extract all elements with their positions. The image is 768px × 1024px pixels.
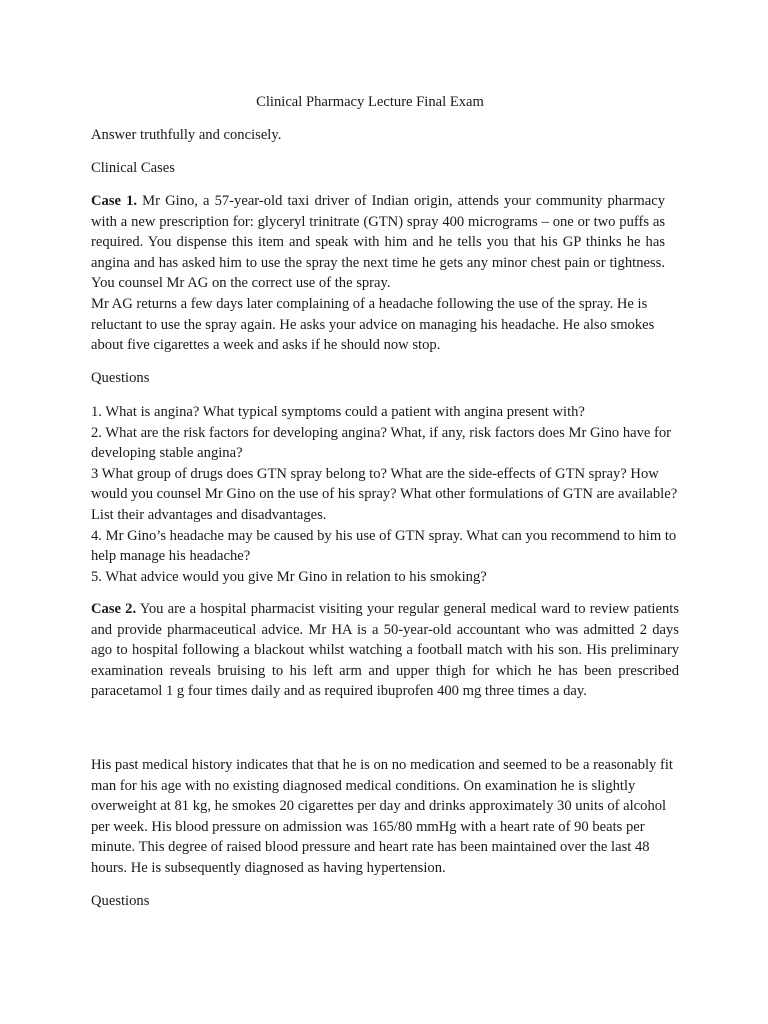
instruction-text: Answer truthfully and concisely. <box>91 127 282 143</box>
question-item: 3 What group of drugs does GTN spray belong to? What are the side-effects of GTN spray? How would you counsel Mr Gino on the use of his spray? What other formulations of GTN are available? List their advantages and disadvantages. <box>91 465 678 523</box>
case-1-question-list <box>91 402 679 587</box>
question-item: 5. What advice would you give Mr Gino in relation to his smoking? <box>91 568 487 585</box>
case-1-intro-text: Mr Gino, a 57-year-old taxi driver of Indian origin, attends your community pharmacy with a new prescription for: glyceryl trinitrate (GTN) spray 400 micrograms – one or two puffs as required. You dispense this item and speak with him and he tells you that his GP thinks he has angina and has asked him to use the spray the next time he gets any minor chest pain or tightness. You counsel Mr AG on the correct use of the spray. <box>91 193 665 292</box>
case-1-label: Case 1. <box>91 193 138 209</box>
case-1-followup: Mr AG returns a few days later complaining of a headache following the use of the spray. He is reluctant to use the spray again. He asks your advice on managing his headache. He also smokes about five cigarettes a week and asks if he should now stop. <box>91 296 655 354</box>
section-heading: Clinical Cases <box>91 160 175 176</box>
case-1-intro <box>91 191 665 294</box>
question-item: 4. Mr Gino’s headache may be caused by his use of GTN spray. What can you recommend to him to help manage his headache? <box>91 527 677 565</box>
question-item: 1. What is angina? What typical symptoms could a patient with angina present with? <box>91 404 585 420</box>
case-2-label: Case 2. <box>91 601 137 617</box>
case-2-intro-text: You are a hospital pharmacist visiting your regular general medical ward to review patients and provide pharmaceutical advice. Mr HA is a 50-year-old accountant who was admitted 2 days ago to hospital following a blackout whilst watching a football match with his son. His preliminary examination reveals bruising to his left arm and upper thigh for which he has been prescribed paracetamol 1 g four times daily and as required ibuprofen 400 mg three times a day. <box>91 601 679 700</box>
case-2-history: His past medical history indicates that that he is on no medication and seemed to be a reasonably fit man for his age with no existing diagnosed medical conditions. On examination he is slightly overweight at 81 kg, he smokes 20 cigarettes per day and drinks approximately 30 units of alcohol per week. His blood pressure on admission was 165/80 mmHg with a heart rate of 90 beats per minute. This degree of raised blood pressure and heart rate has been maintained over the last 48 hours. He is subsequently diagnosed as having hypertension. <box>91 757 673 876</box>
page-title: Clinical Pharmacy Lecture Final Exam <box>256 94 484 110</box>
case-2-intro <box>91 599 679 702</box>
case-1-questions-heading: Questions <box>91 370 150 386</box>
case-2-questions-heading: Questions <box>91 893 150 909</box>
question-item: 2. What are the risk factors for developing angina? What, if any, risk factors does Mr Gino have for developing stable angina? <box>91 424 672 462</box>
